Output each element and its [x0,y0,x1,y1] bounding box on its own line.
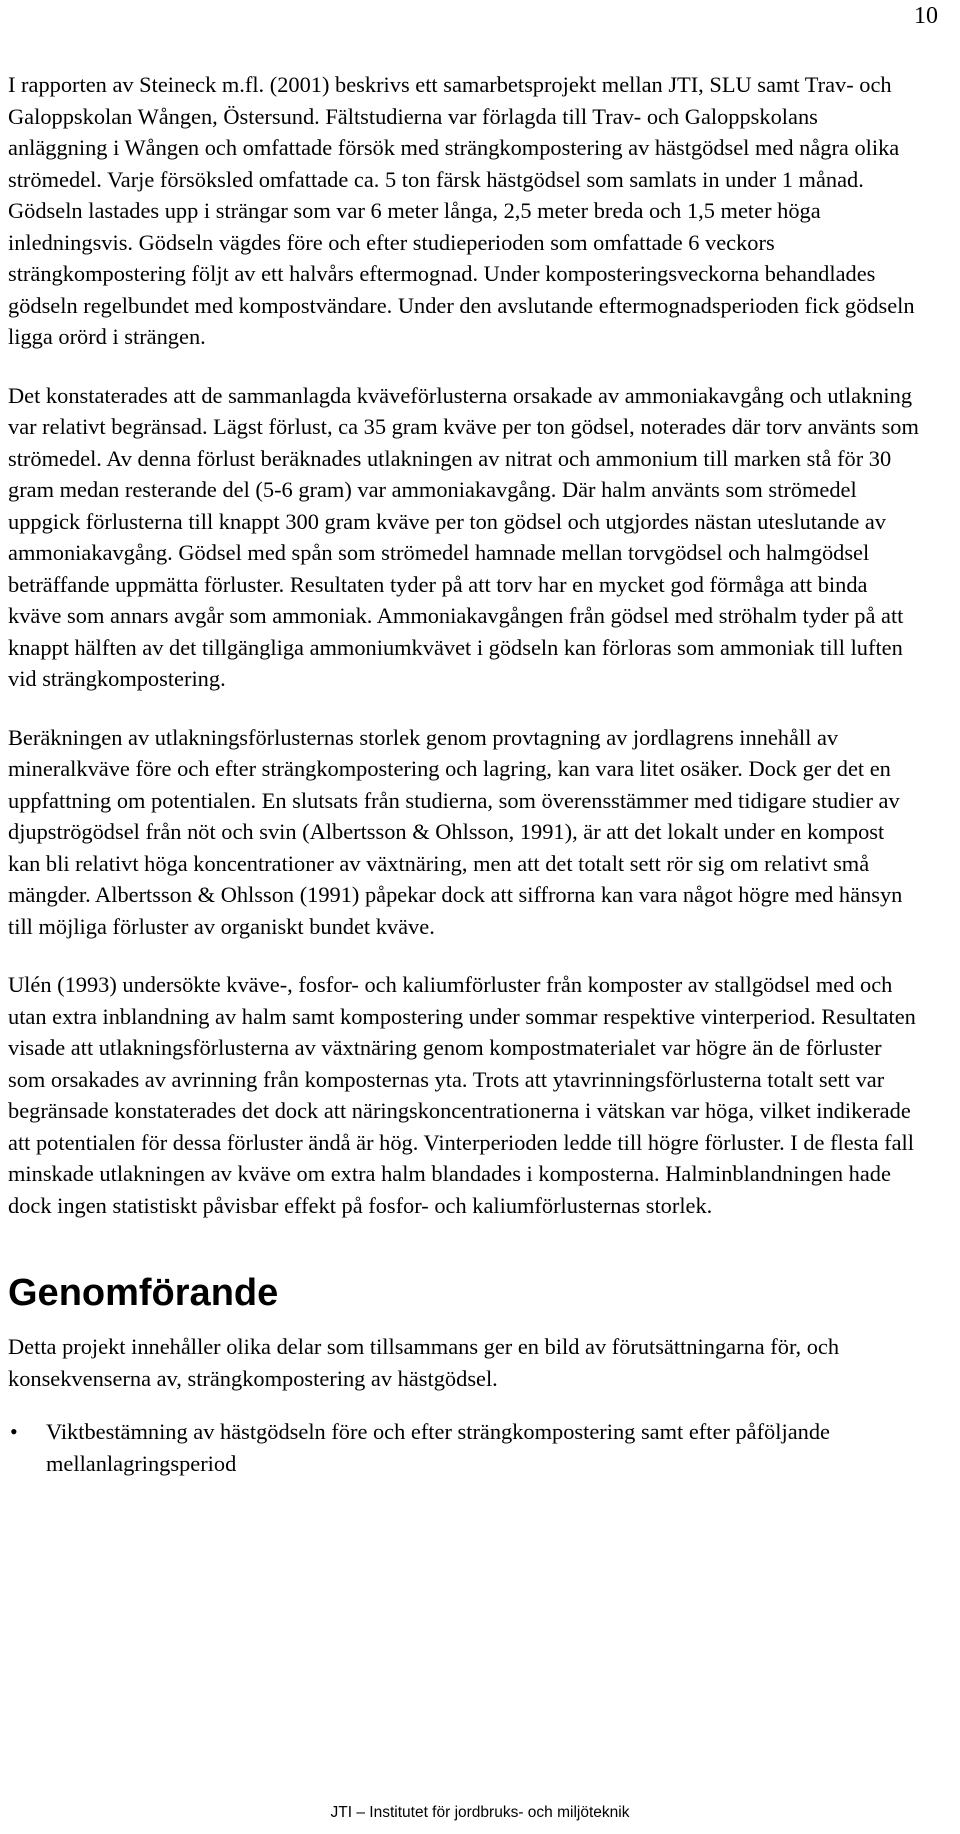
document-body [8,69,920,1479]
paragraph-ulen-study: Ulén (1993) undersökte kväve-, fosfor- och kaliumförluster från komposter av stallgödsel med och utan extra inblandning av halm samt kompostering under sommar respektive vinterperiod. Resultaten visade att utlakningsförlusterna av växtnäring genom kompostmaterialet var högre än de förluster som orsakades av avrinning från komposternas yta. Trots att ytavrinningsförlusterna totalt sett var begränsade konstaterades det dock att näringskoncentrationerna i vätskan var höga, vilket indikerade att potentialen för dessa förluster ändå är hög. Vinterperioden ledde till högre förluster. I de flesta fall minskade utlakningen av kväve om extra halm blandades i komposterna. Halminblandningen hade dock ingen statistiskt påvisbar effekt på fosfor- och kaliumförlusternas storlek. [8,972,916,1218]
bullet-icon: • [10,1419,18,1444]
page-number: 10 [914,3,938,29]
paragraph-steineck-project: I rapporten av Steineck m.fl. (2001) beskrivs ett samarbetsprojekt mellan JTI, SLU samt Trav- och Galoppskolan Wången, Östersund. Fältstudierna var förlagda till Trav- och Galoppskolans anläggning i Wången och omfattade försök med strängkompostering av hästgödsel med några olika strömedel. Varje försöksled omfattade ca. 5 ton färsk hästgödsel som samlats in under 1 månad. Gödseln lastades upp i strängar som var 6 meter långa, 2,5 meter breda och 1,5 meter höga inledningsvis. Gödseln vägdes före och efter studieperioden som omfattade 6 veckors strängkompostering följt av ett halvårs eftermognad. Under komposteringsveckorna behandlades gödseln regelbundet med kompostvändare. Under den avslutande eftermognadsperioden fick gödseln ligga orörd i strängen. [8,72,915,349]
bullet-list [8,1416,920,1479]
paragraph-nitrogen-losses: Det konstaterades att de sammanlagda kväveförlusterna orsakade av ammoniakavgång och utlakning var relativt begränsad. Lägst förlust, ca 35 gram kväve per ton gödsel, noterades där torv använts som strömedel. Av denna förlust beräknades utlakningen av nitrat och ammonium till marken stå för 30 gram medan resterande del (5-6 gram) var ammoniakavgång. Där halm använts som strömedel uppgick förlusterna till knappt 300 gram kväve per ton gödsel och utgjordes nästan uteslutande av ammoniakavgång. Gödsel med spån som strömedel hamnade mellan torvgödsel och halmgödsel beträffande uppmätta förluster. Resultaten tyder på att torv har en mycket god förmåga att binda kväve som annars avgår som ammoniak. Ammoniakavgången från gödsel med ströhalm tyder på att knappt hälften av det tillgängliga ammoniumkvävet i gödseln kan förloras som ammoniak till luften vid strängkompostering. [8,382,919,691]
section-heading: Genomförande [8,1272,279,1314]
page-footer: JTI – Institutet för jordbruks- och miljöteknik [330,1804,630,1821]
paragraph-leaching-calculation: Beräkningen av utlakningsförlusternas storlek genom provtagning av jordlagrens innehåll av mineralkväve före och efter strängkompostering och lagring, kan vara litet osäker. Dock ger det en uppfattning om potentialen. En slutsats från studierna, som överensstämmer med tidigare studier av djupströgödsel från nöt och svin (Albertsson & Ohlsson, 1991), är att det lokalt under en kompost kan bli relativt höga koncentrationer av växtnäring, men att det totalt sett rör sig om relativt små mängder. Albertsson & Ohlsson (1991) påpekar dock att siffrorna kan vara något högre med hänsyn till möjliga förluster av organiskt bundet kväve. [8,724,903,939]
bullet-text: Viktbestämning av hästgödseln före och efter strängkompostering samt efter påföljande mellanlagringsperiod [46,1419,830,1476]
list-item [8,1416,920,1479]
section-intro: Detta projekt innehåller olika delar som tillsammans ger en bild av förutsättningarna för, och konsekvenserna av, strängkompostering av hästgödsel. [8,1334,840,1391]
